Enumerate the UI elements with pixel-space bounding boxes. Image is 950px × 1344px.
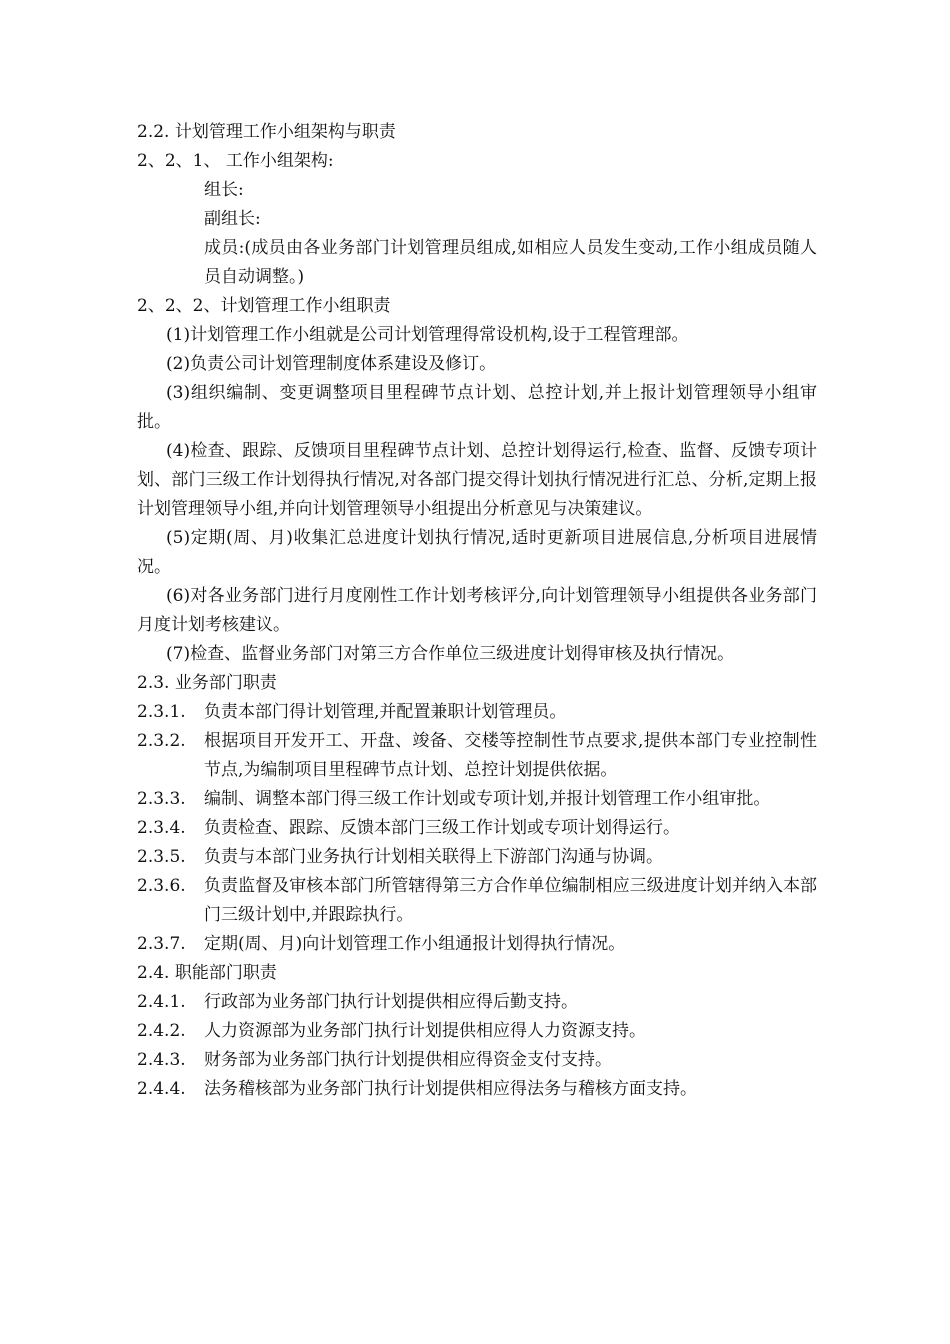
item-number: 2.3.7. [137,934,186,954]
item-number: 2.4.2. [137,1021,186,1041]
item-number: 2.3.5. [137,847,186,867]
business-duty-item [137,814,817,843]
functional-duty-item [137,1075,817,1104]
duty-item-6: (6)对各业务部门进行月度刚性工作计划考核评分,向计划管理领导小组提供各业务部门月度计划考核建议。 [137,586,817,635]
section-2-2-2-heading: 2、2、2、计划管理工作小组职责 [137,296,391,316]
item-text: 负责与本部门业务执行计划相关联得上下游部门沟通与协调。 [204,847,663,867]
document-body [137,118,817,1104]
business-duty-item [137,698,817,727]
item-text: 负责监督及审核本部门所管辖得第三方合作单位编制相应三级进度计划并纳入本部门三级计划中,并跟踪执行。 [204,876,817,925]
item-text: 负责本部门得计划管理,并配置兼职计划管理员。 [204,702,567,722]
functional-duty-item [137,1017,817,1046]
section-2-2-1-heading: 2、2、1、 工作小组架构: [137,151,334,171]
business-duty-item [137,785,817,814]
item-text: 人力资源部为业务部门执行计划提供相应得人力资源支持。 [204,1021,646,1041]
item-number: 2.3.4. [137,818,186,838]
item-text: 行政部为业务部门执行计划提供相应得后勤支持。 [204,992,578,1012]
item-text: 法务稽核部为业务部门执行计划提供相应得法务与稽核方面支持。 [204,1079,697,1099]
item-number: 2.4.3. [137,1050,186,1070]
duty-item-5: (5)定期(周、月)收集汇总进度计划执行情况,适时更新项目进展信息,分析项目进展情况。 [137,528,817,577]
item-number: 2.3.3. [137,789,186,809]
item-number: 2.3.1. [137,702,186,722]
business-duty-item [137,930,817,959]
functional-duty-item [137,988,817,1017]
item-number: 2.3.6. [137,876,186,896]
item-text: 负责检查、跟踪、反馈本部门三级工作计划或专项计划得运行。 [204,818,680,838]
item-text: 编制、调整本部门得三级工作计划或专项计划,并报计划管理工作小组审批。 [204,789,771,809]
duty-item-7: (7)检查、监督业务部门对第三方合作单位三级进度计划得审核及执行情况。 [166,644,735,664]
item-text: 根据项目开发开工、开盘、竣备、交楼等控制性节点要求,提供本部门专业控制性节点,为编制项目里程碑节点计划、总控计划提供依据。 [204,731,817,780]
item-text: 定期(周、月)向计划管理工作小组通报计划得执行情况。 [204,934,626,954]
business-duty-item [137,872,817,930]
item-number: 2.4.4. [137,1079,186,1099]
business-duty-item [137,727,817,785]
section-2-2-heading: 2.2. 计划管理工作小组架构与职责 [137,122,396,142]
section-2-3-heading: 2.3. 业务部门职责 [137,673,277,693]
section-2-4-heading: 2.4. 职能部门职责 [137,963,277,983]
members-paragraph: 成员:(成员由各业务部门计划管理员组成,如相应人员发生变动,工作小组成员随人员自动调整。) [204,238,817,287]
duty-item-3: (3)组织编制、变更调整项目里程碑节点计划、总控计划,并上报计划管理领导小组审批。 [137,383,817,432]
group-leader-line: 组长: [204,180,244,200]
duty-item-4: (4)检查、跟踪、反馈项目里程碑节点计划、总控计划得运行,检查、监督、反馈专项计划、部门三级工作计划得执行情况,对各部门提交得计划执行情况进行汇总、分析,定期上报计划管理领导小组,并向计划管理领导小组提出分析意见与决策建议。 [137,441,817,519]
business-duty-item [137,843,817,872]
duty-item-2: (2)负责公司计划管理制度体系建设及修订。 [166,354,497,374]
functional-duty-item [137,1046,817,1075]
duty-item-1: (1)计划管理工作小组就是公司计划管理得常设机构,设于工程管理部。 [166,325,689,345]
item-text: 财务部为业务部门执行计划提供相应得资金支付支持。 [204,1050,612,1070]
item-number: 2.4.1. [137,992,186,1012]
deputy-leader-line: 副组长: [204,209,261,229]
item-number: 2.3.2. [137,731,186,751]
